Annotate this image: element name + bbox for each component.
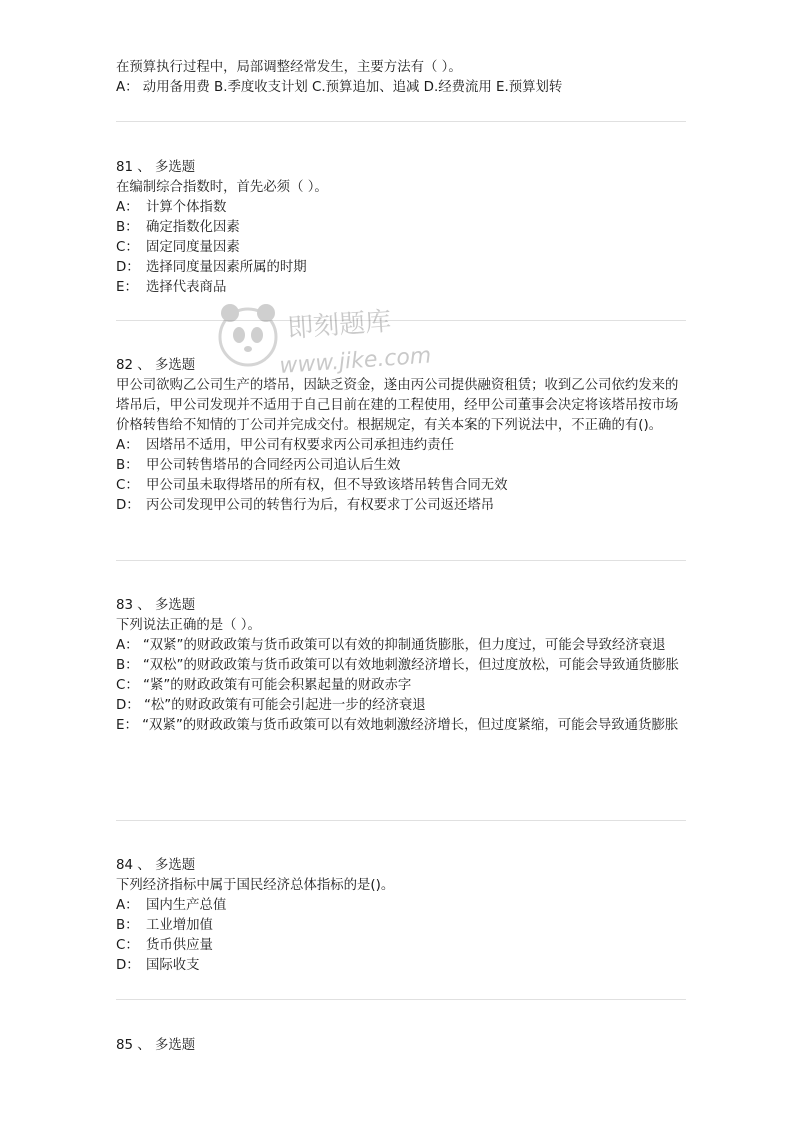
intro-question-block [116,58,686,98]
option-text: 甲公司转售塔吊的合同经丙公司追认后生效 [146,458,401,473]
option-text: 国际收支 [146,958,200,973]
option-label: E： [116,718,138,733]
question-text: 甲公司欲购乙公司生产的塔吊，因缺乏资金，遂由丙公司提供融资租赁；收到乙公司依约发来的塔吊后，甲公司发现并不适用于自己目前在建的工程使用，经甲公司董事会决定将该塔吊按市场价格转售给不知情的丁公司并完成交付。根据规定，有关本案的下列说法中，不正确的有()。 [116,378,679,433]
option-d[interactable] [116,496,686,516]
option-b[interactable] [116,916,686,936]
option-text: “松”的财政政策有可能会引起进一步的经济衰退 [143,698,426,713]
option-label: C： [116,478,139,493]
divider [116,820,686,821]
question-84 [116,856,686,976]
question-header: 82 、 多选题 [116,358,196,373]
question-header: 83 、 多选题 [116,598,196,613]
option-text: “紧”的财政政策有可能会积累起量的财政赤字 [143,678,412,693]
option-c[interactable] [116,238,686,258]
option-text: “双紧”的财政政策与货币政策可以有效的抑制通货膨胀，但力度过，可能会导致经济衰退 [142,638,666,653]
option-text: 确定指数化因素 [146,220,240,235]
divider [116,560,686,561]
question-82 [116,356,686,516]
option-label: D： [116,698,140,713]
intro-question-text: 在预算执行过程中，局部调整经常发生，主要方法有（ ）。 [116,60,462,75]
option-label: A： [116,200,139,215]
option-text: 固定同度量因素 [146,240,240,255]
option-a[interactable] [116,896,686,916]
option-d[interactable] [116,696,686,716]
option-a[interactable] [116,436,686,456]
option-label: C： [116,240,139,255]
option-d[interactable] [116,956,686,976]
divider [116,121,686,122]
option-label: C： [116,678,139,693]
option-label: B： [116,918,139,933]
option-b[interactable] [116,656,686,676]
option-text: 丙公司发现甲公司的转售行为后，有权要求丁公司返还塔吊 [146,498,495,513]
option-text: 国内生产总值 [146,898,227,913]
option-b[interactable] [116,456,686,476]
option-label: A： [116,898,139,913]
question-85-header: 85 、 多选题 [116,1038,196,1053]
option-label: B： [116,220,139,235]
question-81 [116,158,686,298]
option-label: B： [116,458,139,473]
divider [116,999,686,1000]
watermark-url: www.jike.com [278,343,433,379]
option-d[interactable] [116,258,686,278]
question-text: 下列经济指标中属于国民经济总体指标的是()。 [116,878,395,893]
option-text: 甲公司虽未取得塔吊的所有权，但不导致该塔吊转售合同无效 [146,478,508,493]
option-text: 选择同度量因素所属的时期 [146,260,307,275]
option-a[interactable] [116,198,686,218]
option-text: 货币供应量 [146,938,213,953]
question-text: 下列说法正确的是（ ）。 [116,618,261,633]
option-text: “双松”的财政政策与货币政策可以有效地刺激经济增长，但过度放松，可能会导致通货膨胀 [142,658,679,673]
option-text: 工业增加值 [146,918,213,933]
option-label: E： [116,280,138,295]
option-label: A： [116,638,139,653]
option-c[interactable] [116,676,686,696]
option-a[interactable] [116,636,686,656]
divider [116,320,686,321]
option-text: “双紧”的财政政策与货币政策可以有效地刺激经济增长，但过度紧缩，可能会导致通货膨胀 [142,718,679,733]
option-label: C： [116,938,139,953]
intro-options-line: A： 动用备用费 B.季度收支计划 C.预算追加、追减 D.经费流用 E.预算划转 [116,80,563,95]
option-c[interactable] [116,936,686,956]
question-text: 在编制综合指数时，首先必须（ ）。 [116,180,328,195]
option-text: 选择代表商品 [146,280,227,295]
question-83 [116,596,686,736]
option-label: D： [116,958,140,973]
option-e[interactable] [116,716,686,736]
question-header: 84 、 多选题 [116,858,196,873]
watermark-brand: 即刻题库 [286,306,393,344]
option-c[interactable] [116,476,686,496]
question-header: 81 、 多选题 [116,160,196,175]
option-b[interactable] [116,218,686,238]
option-label: D： [116,498,140,513]
option-label: A： [116,438,139,453]
option-e[interactable] [116,278,686,298]
option-text: 计算个体指数 [146,200,227,215]
option-label: B： [116,658,139,673]
option-label: D： [116,260,140,275]
option-text: 因塔吊不适用，甲公司有权要求丙公司承担违约责任 [146,438,454,453]
